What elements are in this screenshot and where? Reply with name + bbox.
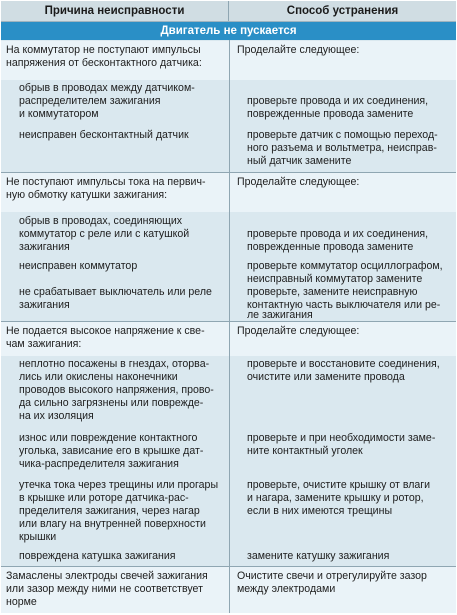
item-cause-line: пределителя зажигания, через нагар [19,505,200,517]
item-cause-line: чика-распределителя зажигания [19,458,179,470]
group-1-remedy-line: Проделайте следующее: [237,44,360,56]
remedy-column-header: Способ устранения [286,5,399,17]
item-remedy-line: если в них имеются трещины [247,505,393,517]
item-cause-line: на их изоляция [19,410,94,422]
item-cause-line: коммутатор с реле или с катушкой [19,228,190,240]
item-cause-line: зажигания [19,241,70,253]
item-cause-line: и коммутатором [19,108,99,120]
group-2-remedy-line: Проделайте следующее: [237,176,360,188]
group-3-cause-line: Не подается высокое напряжение к све- [6,325,205,337]
item-remedy-line: проверьте датчик с помощью переход- [247,129,438,141]
item-remedy-line: проверьте и восстановите соединения, [247,358,440,370]
item-cause-line: повреждена катушка зажигания [19,550,176,562]
group-1-cause-line: напряжения от бесконтактного датчика: [6,57,202,69]
item-cause-line: не срабатывает выключатель или реле [19,286,212,298]
item-remedy-line: проверьте коммутатор осциллографом, [247,260,443,272]
item-remedy-line: и нагара, замените крышку и ротор, [247,492,424,504]
item-cause-line: обрыв в проводах между датчиком- [19,82,195,94]
item-cause-line: неисправен коммутатор [19,260,138,272]
group-4-remedy-line: между электродами [237,583,336,595]
group-4-cause-line: норме [6,596,37,608]
item-cause-line: крышки [19,531,57,543]
item-remedy-line: проверьте и при необходимости заме- [247,432,436,444]
item-cause-line: распределителем зажигания [19,95,161,107]
table-header [1,1,456,22]
section-title: Двигатель не пускается [1,22,456,40]
item-cause-line: проводов высокого напряжения, прово- [19,384,214,396]
item-cause-line: износ или повреждение контактного [19,432,198,444]
item-remedy-line: поврежденные провода замените [247,108,414,120]
troubleshooting-table [1,1,456,613]
group-4-cause-line: или зазор между ними не соответствует [6,583,203,595]
item-cause-line: обрыв в проводах, соединяющих [19,215,183,227]
group-separator [1,566,456,567]
item-remedy-line: ного разъема и вольтметра, неисправ- [247,142,437,154]
item-remedy-line: замените катушку зажигания [247,550,390,562]
item-remedy-line: поврежденные провода замените [247,241,414,253]
item-cause-line: зажигания [19,299,70,311]
item-remedy-line: ле зажигания [247,309,313,321]
group-3-remedy-line: Проделайте следующее: [237,325,360,337]
group-2-cause-line: Не поступают импульсы тока на первич- [6,176,206,188]
group-2-cause-line: ную обмотку катушки зажигания: [6,189,168,201]
item-remedy-line: контактную часть выключателя или ре- [247,299,441,311]
group-4-remedy-line: Очистите свечи и отрегулируйте зазор [237,570,427,582]
group-separator [1,172,456,173]
group-4-cause-line: Замаслены электроды свечей зажигания [6,570,208,582]
item-remedy-line: ный датчик замените [247,155,352,167]
group-3-cause-line: чам зажигания: [6,338,82,350]
group-1-cause-line: На коммутатор не поступают импульсы [6,44,201,56]
item-cause-line: неисправен бесконтактный датчик [19,129,189,141]
item-remedy-line: проверьте провода и их соединения, [247,228,429,240]
item-cause-line: утечка тока через трещины или прогары [19,479,219,491]
item-remedy-line: ните контактный уголек [247,445,363,457]
group-separator [1,321,456,322]
item-remedy-line: проверьте, очистите крышку от влаги [247,479,431,491]
item-remedy-line: проверьте, замените неисправную [247,286,418,298]
item-cause-line: уголька, зависание его в крышке дат- [19,445,204,457]
item-cause-line: да сильно загрязнены или поврежде- [19,397,204,409]
item-remedy-line: неисправный коммутатор замените [247,273,423,285]
item-remedy-line: очистите или замените провода [247,371,405,383]
item-cause-line: в крышке или роторе датчика-рас- [19,492,189,504]
item-cause-line: неплотно посажены в гнездах, оторва- [19,358,210,370]
cause-column-header: Причина неисправности [1,1,229,21]
column-divider [229,40,230,613]
item-cause-line: лись или окислены наконечники [19,371,178,383]
item-remedy-line: проверьте провода и их соединения, [247,95,429,107]
item-cause-line: или влагу на внутренней поверхности [19,518,206,530]
